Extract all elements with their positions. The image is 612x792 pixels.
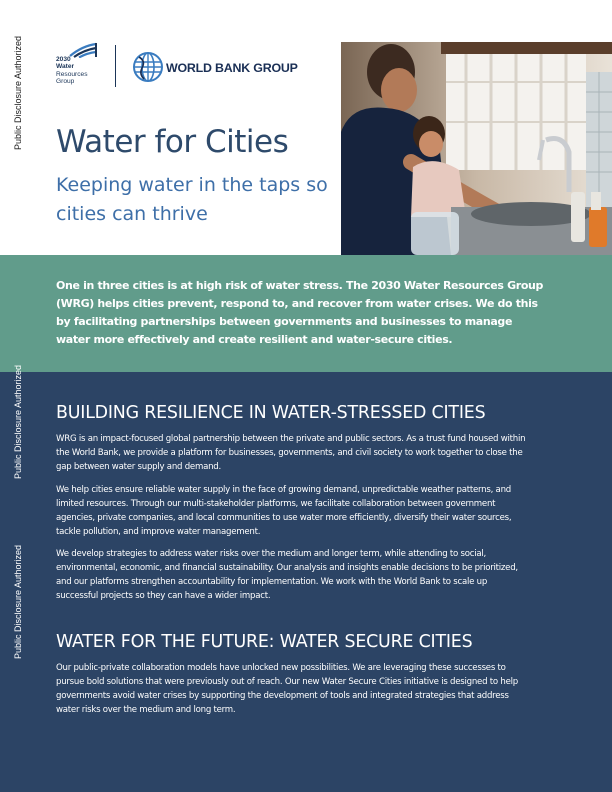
intro-text: One in three cities is at high risk of water stress. The 2030 Water Resources Group (WRG) helps cities prevent, respond to, and recover from water crises. We do this by facilitating partnerships between governments and businesses to manage water more effectively and create resilient and water-secure cities.	[56, 279, 544, 346]
section1-paragraph-1: WRG is an impact-focused global partnership between the private and public sectors. As a trust fund housed within the World Bank, we provide a platform for businesses, governments, and civil society to work together to close the gap between water supply and demand.	[56, 434, 526, 472]
wrg-line2: Water	[56, 63, 75, 71]
page-subtitle: Keeping water in the taps so cities can thrive	[56, 174, 328, 225]
section1-heading: BUILDING RESILIENCE IN WATER-STRESSED CITIES	[56, 403, 486, 423]
wrg-line3: Resources	[56, 70, 88, 78]
world-bank-group-text: WORLD BANK GROUP	[166, 61, 298, 75]
section2-heading: WATER FOR THE FUTURE: WATER SECURE CITIES	[56, 632, 473, 652]
wrg-line1: 2030	[56, 56, 71, 63]
globe-icon	[132, 51, 164, 83]
side-label-3: Public Disclosure Authorized	[13, 364, 23, 479]
wrg-logo	[56, 42, 100, 92]
section1-paragraph-2: We help cities ensure reliable water supply in the face of growing demand, unpredictable weather patterns, and limited resources. Through our multi-stakeholder platforms, we facilitate collaboration between government agencies, private companies, and local communities to use water more efficiently, diversify their water sources, tackle pollution, and improve water management.	[56, 485, 512, 537]
wrg-line4: Group	[56, 78, 75, 86]
page-title: Water for Cities	[56, 124, 289, 160]
side-label-1: Public Disclosure Authorized	[13, 35, 23, 150]
section1-paragraph-3: We develop strategies to address water risks over the medium and longer term, while attending to social, environmental, economic, and financial sustainability. Our analysis and insights enable decisions to be prioritized, and our platforms strengthen accountability for implementation. We work with the World Bank to scale up successful projects so they can have a wider impact.	[56, 549, 518, 601]
hero-photo	[341, 42, 612, 255]
content-section	[0, 364, 612, 792]
section2-paragraph-1: Our public-private collaboration models have unlocked new possibilities. We are leveraging these successes to pursue bold solutions that were previously out of reach. Our new Water Secure Cities initiative is designed to help governments avoid water crises by supporting the development of tools and integrated strategies that address water risks over the medium and long term.	[56, 663, 518, 715]
side-label-4: Public Disclosure Authorized	[13, 544, 23, 659]
intro-band	[0, 255, 612, 372]
logo-divider	[115, 45, 116, 87]
